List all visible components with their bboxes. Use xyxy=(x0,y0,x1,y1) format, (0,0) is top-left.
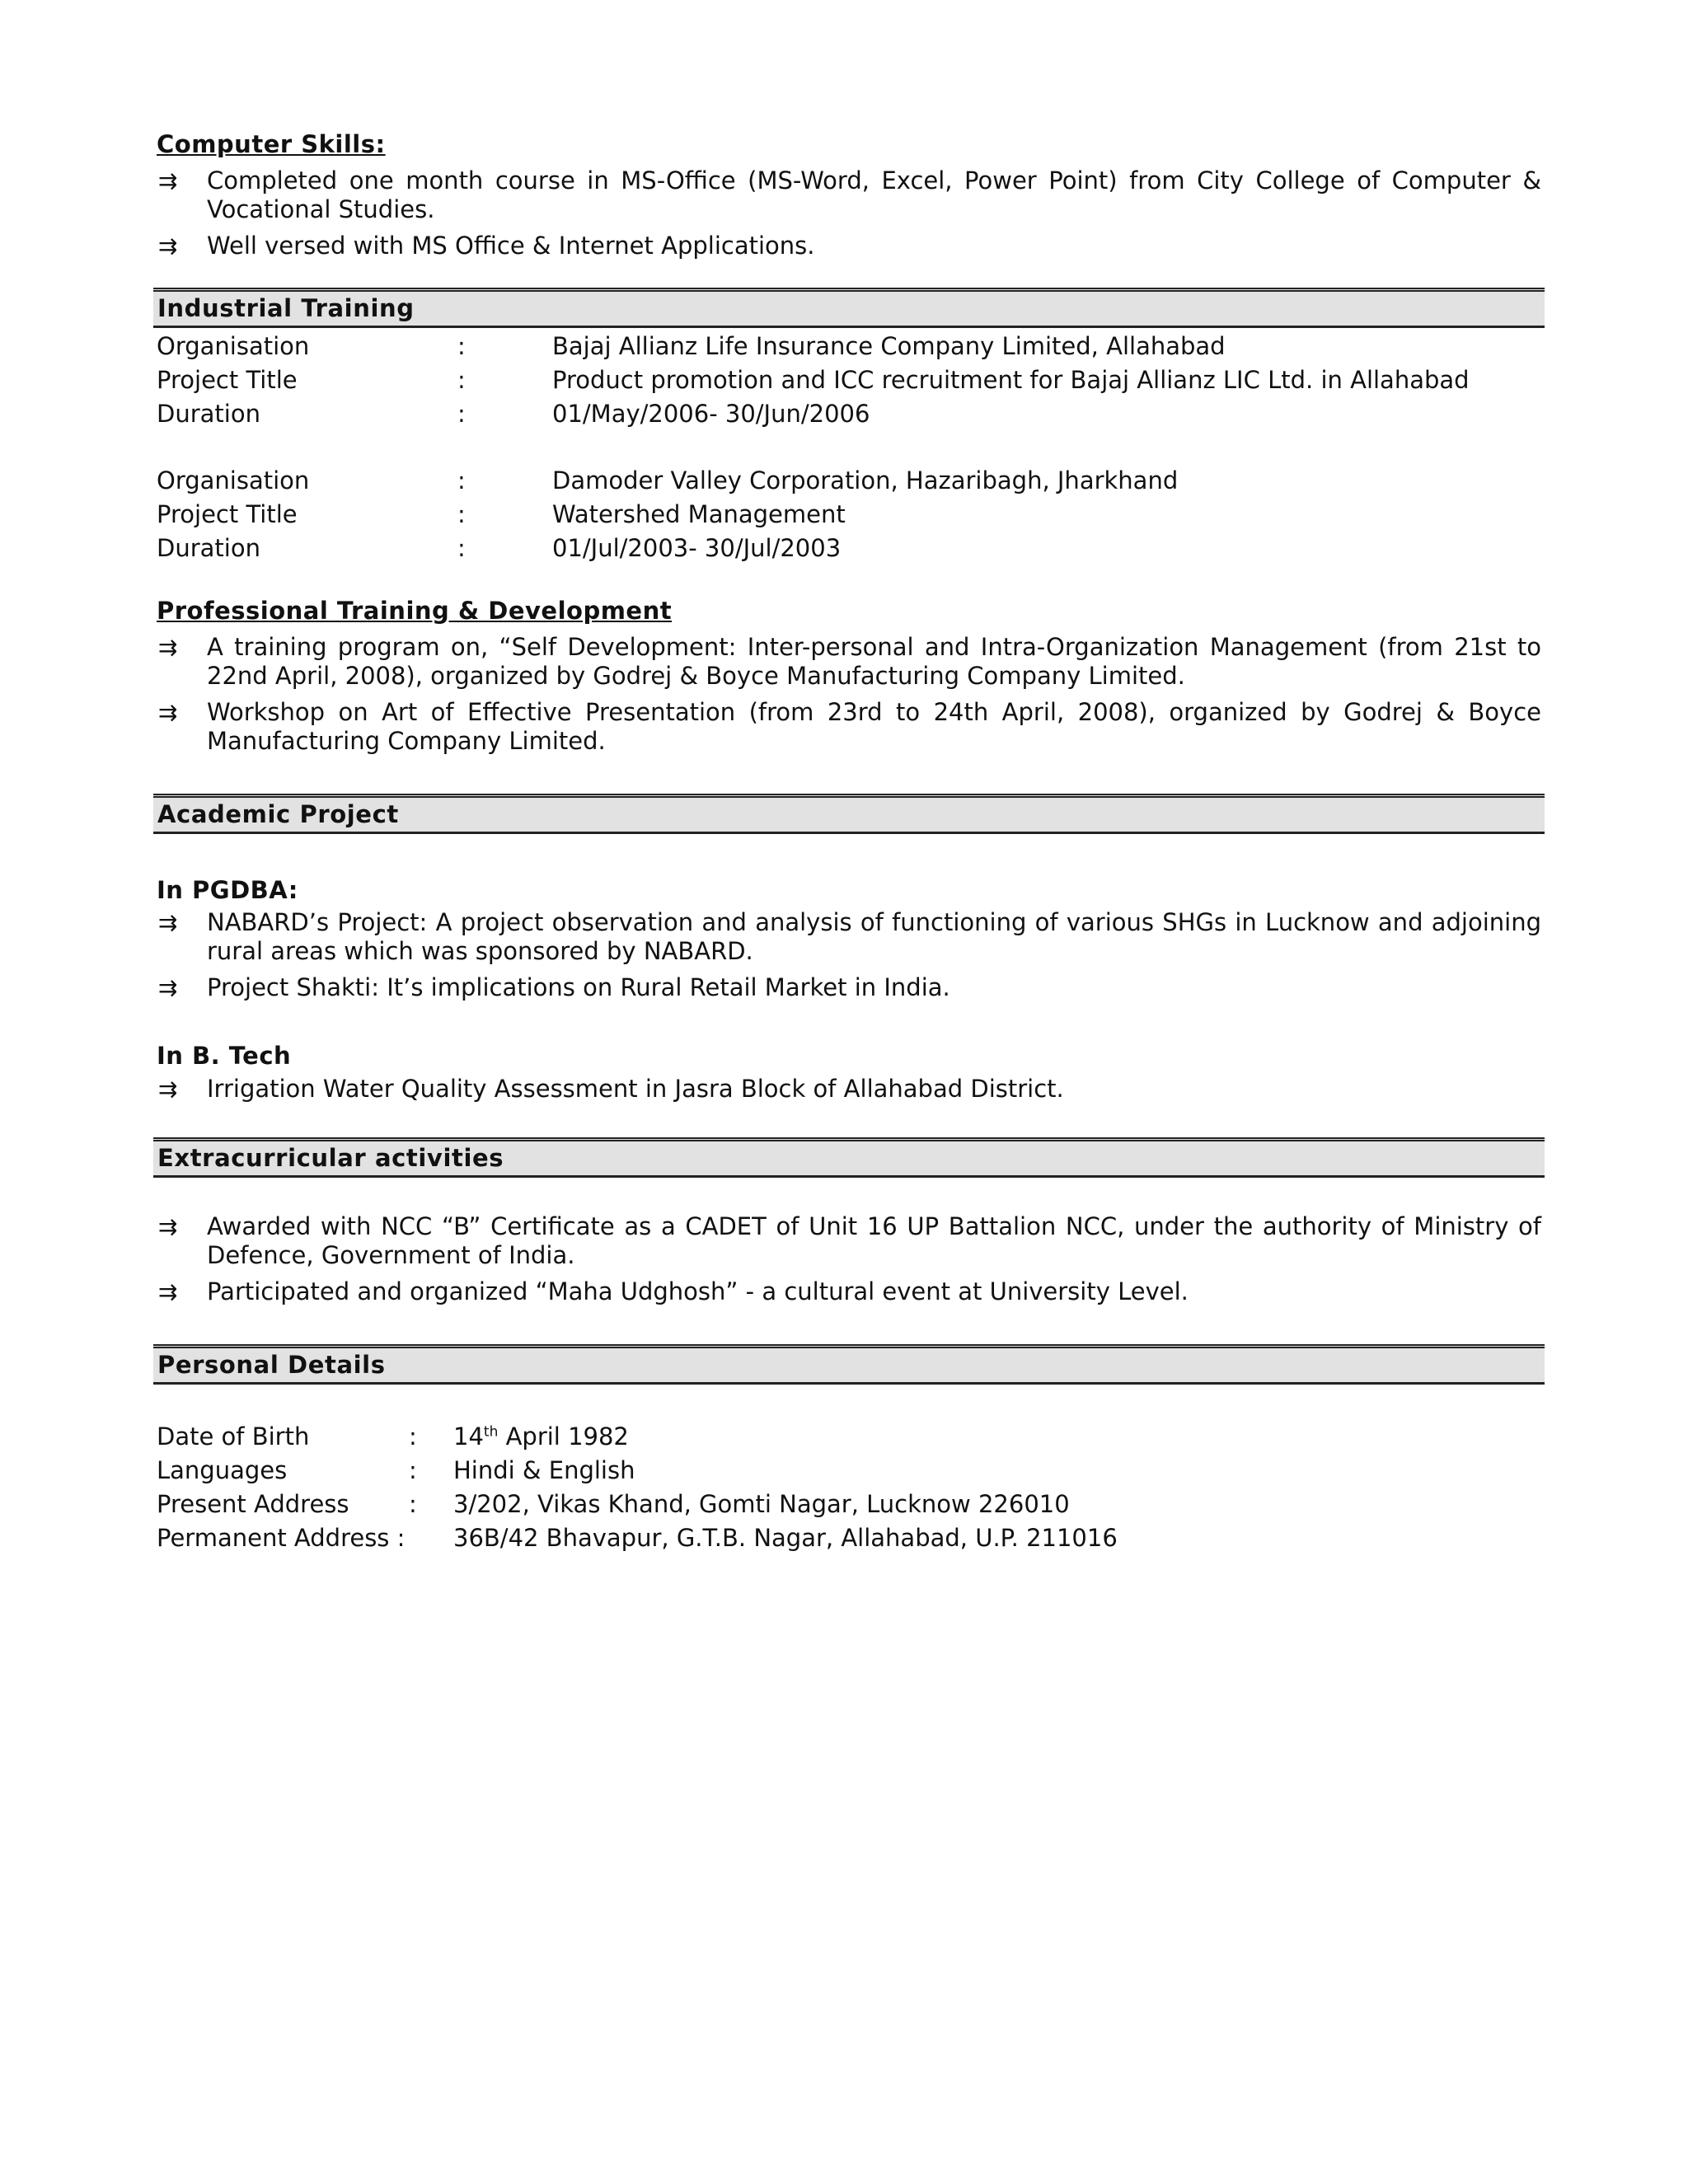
computer-skills-heading: Computer Skills: xyxy=(157,130,386,158)
double-arrow-icon: ⇉ xyxy=(158,1076,178,1103)
professional-training-section xyxy=(157,597,1541,756)
pgdba-heading: In PGDBA: xyxy=(157,876,298,904)
computer-skills-section xyxy=(157,130,1541,260)
permanent-address-row: Permanent Address : 36B/42 Bhavapur, G.T.B. Nagar, Allahabad, U.P. 211016 xyxy=(157,1524,1118,1552)
project-title-row: Project Title : Watershed Management xyxy=(157,500,846,528)
date-of-birth-row: Date of Birth : 14th April 1982 xyxy=(157,1420,1541,1454)
computer-skills-list xyxy=(157,166,1541,260)
list-item: ⇉ A training program on, “Self Development: Inter-personal and Intra-Organization Management (from 21st to 22nd April, 2008), organized by Godrej & Boyce Manufacturing Company Limited. xyxy=(158,633,1541,690)
present-address-row: Present Address : 3/202, Vikas Khand, Gomti Nagar, Lucknow 226010 xyxy=(157,1490,1070,1518)
professional-training-list xyxy=(157,633,1541,756)
extracurricular-section xyxy=(157,1137,1541,1306)
resume-page xyxy=(157,130,1541,1555)
list-item: ⇉ Awarded with NCC “B” Certificate as a CADET of Unit 16 UP Battalion NCC, under the authority of Ministry of Defence, Government of India. xyxy=(158,1212,1541,1269)
double-arrow-icon: ⇉ xyxy=(158,699,178,726)
project-title-row: Project Title : Product promotion and ICC recruitment for Bajaj Allianz LIC Ltd. in Allahabad xyxy=(157,366,1470,394)
double-arrow-icon: ⇉ xyxy=(158,1213,178,1240)
extracurricular-list xyxy=(157,1212,1541,1306)
personal-details-list xyxy=(157,1420,1541,1555)
list-item: ⇉ Irrigation Water Quality Assessment in Jasra Block of Allahabad District. xyxy=(158,1075,1064,1103)
btech-heading: In B. Tech xyxy=(157,1042,292,1070)
training-entry xyxy=(157,464,1541,565)
double-arrow-icon: ⇉ xyxy=(158,974,178,1001)
duration-row: Duration : 01/May/2006- 30/Jun/2006 xyxy=(157,400,870,428)
list-item: ⇉ Well versed with MS Office & Internet Applications. xyxy=(158,232,815,260)
academic-project-section xyxy=(157,794,1541,1104)
double-arrow-icon: ⇉ xyxy=(158,1278,178,1305)
list-item: ⇉ Project Shakti: It’s implications on Rural Retail Market in India. xyxy=(158,973,950,1001)
professional-training-heading: Professional Training & Development xyxy=(157,597,673,625)
pgdba-list xyxy=(157,908,1541,1002)
organisation-row: Organisation : Damoder Valley Corporation, Hazaribagh, Jharkhand xyxy=(157,466,1179,494)
duration-row: Duration : 01/Jul/2003- 30/Jul/2003 xyxy=(157,534,842,562)
btech-list xyxy=(157,1075,1541,1104)
industrial-training-section xyxy=(157,288,1541,565)
double-arrow-icon: ⇉ xyxy=(158,232,178,260)
training-entry xyxy=(157,330,1541,431)
industrial-training-heading: Industrial Training xyxy=(153,288,1545,328)
list-item: ⇉ Workshop on Art of Effective Presentation (from 23rd to 24th April, 2008), organized by Godrej & Boyce Manufacturing Company Limited. xyxy=(158,698,1541,755)
personal-details-heading: Personal Details xyxy=(153,1344,1545,1385)
languages-row: Languages : Hindi & English xyxy=(157,1456,635,1484)
extracurricular-heading: Extracurricular activities xyxy=(153,1137,1545,1178)
academic-project-heading: Academic Project xyxy=(153,794,1545,834)
organisation-row: Organisation : Bajaj Allianz Life Insurance Company Limited, Allahabad xyxy=(157,332,1226,360)
double-arrow-icon: ⇉ xyxy=(158,634,178,661)
double-arrow-icon: ⇉ xyxy=(158,909,178,936)
personal-details-section xyxy=(157,1344,1541,1555)
date-of-birth-value: 14th April 1982 xyxy=(453,1422,629,1451)
list-item: ⇉ Participated and organized “Maha Udghosh” - a cultural event at University Level. xyxy=(158,1277,1189,1305)
list-item: ⇉ Completed one month course in MS-Office (MS-Word, Excel, Power Point) from City College of Computer & Vocational Studies. xyxy=(158,166,1541,223)
double-arrow-icon: ⇉ xyxy=(158,167,178,194)
list-item: ⇉ NABARD’s Project: A project observation and analysis of functioning of various SHGs in Lucknow and adjoining rural areas which was sponsored by NABARD. xyxy=(158,908,1541,965)
